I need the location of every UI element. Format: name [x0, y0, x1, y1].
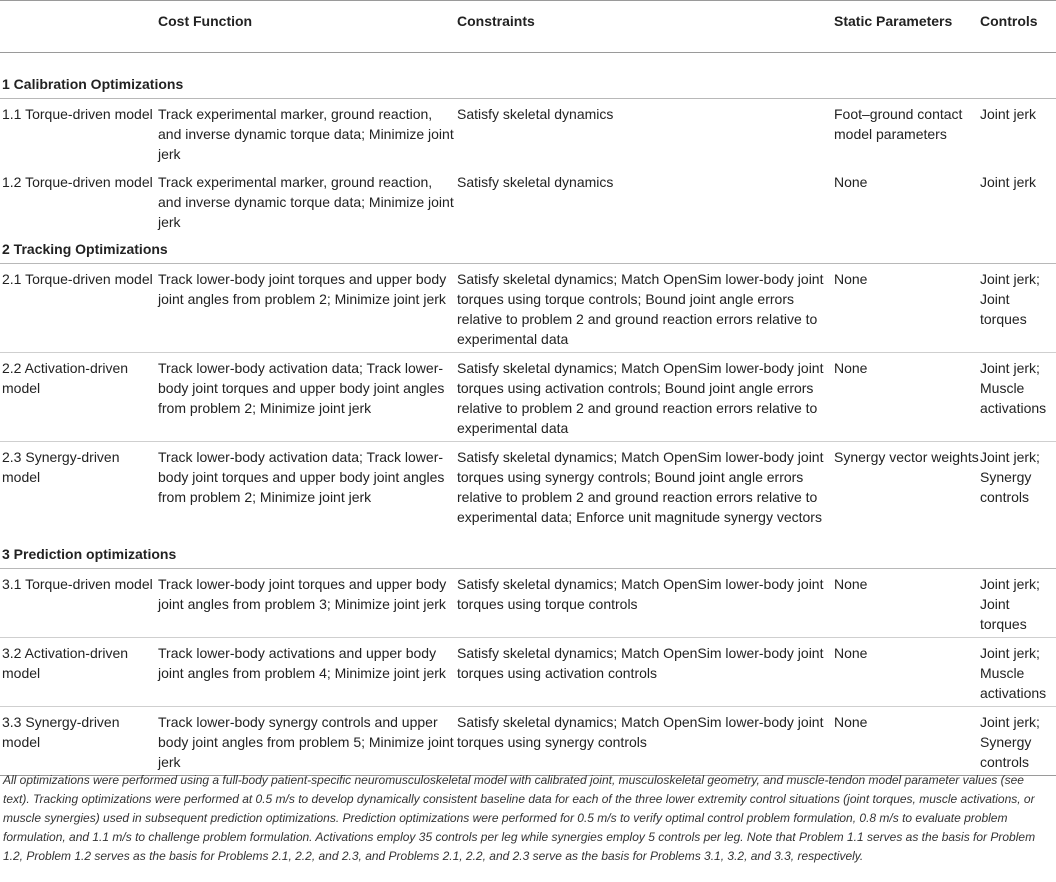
controls-cell: Joint jerk; Muscle activations: [980, 638, 1056, 707]
constraints-cell: Satisfy skeletal dynamics; Match OpenSim lower-body joint torques using activation controls; Bound joint angle errors relative to problem 2 and ground reaction errors relative to experimental data: [457, 353, 834, 442]
cost-function-cell: Track lower-body joint torques and upper body joint angles from problem 3; Minimize joint jerk: [158, 569, 457, 638]
static-parameters-cell: None: [834, 569, 980, 638]
static-parameters-cell: None: [834, 264, 980, 353]
section-title: 1 Calibration Optimizations: [0, 53, 1056, 99]
problem-name: 3.1 Torque-driven model: [0, 569, 158, 638]
cost-function-cell: Track lower-body activations and upper body joint angles from problem 4; Minimize joint jerk: [158, 638, 457, 707]
section-title-row: [0, 53, 1056, 99]
static-parameters-cell: None: [834, 353, 980, 442]
section-title-row: [0, 530, 1056, 569]
problem-name: 3.2 Activation-driven model: [0, 638, 158, 707]
cost-function-cell: Track lower-body activation data; Track lower-body joint torques and upper body joint angles from problem 2; Minimize joint jerk: [158, 449, 445, 505]
section-calibration: [0, 53, 1056, 236]
header-problem: [0, 1, 158, 53]
constraints-cell: Satisfy skeletal dynamics: [457, 106, 614, 122]
constraints-cell: Satisfy skeletal dynamics; Match OpenSim lower-body joint torques using synergy controls; Bound joint angle errors relative to problem 2 and ground reaction errors relative to experimental data; Enforce unit magnitude synergy vectors: [457, 449, 824, 525]
table-row: [0, 442, 1056, 531]
controls-cell: Joint jerk; Joint torques: [980, 569, 1056, 638]
controls-cell: Joint jerk; Synergy controls: [980, 707, 1056, 776]
header-controls: Controls: [980, 1, 1056, 53]
problem-name: 2.1 Torque-driven model: [0, 264, 158, 353]
constraints-cell: Satisfy skeletal dynamics; Match OpenSim lower-body joint torques using synergy controls: [457, 707, 834, 776]
controls-cell: Joint jerk: [980, 106, 1037, 122]
controls-cell: Joint jerk; Synergy controls: [980, 449, 1040, 505]
problem-name: 1.2 Torque-driven model: [2, 174, 153, 190]
constraints-cell: Satisfy skeletal dynamics; Match OpenSim lower-body joint torques using torque controls; Bound joint angle errors relative to problem 2 and ground reaction errors relative to experimental data: [457, 264, 834, 353]
problem-name: 1.1 Torque-driven model: [2, 106, 153, 122]
constraints-cell: Satisfy skeletal dynamics; Match OpenSim lower-body joint torques using activation controls: [457, 638, 834, 707]
cost-function-cell: Track lower-body activation data; Track lower-body joint torques and upper body joint angles from problem 2; Minimize joint jerk: [158, 353, 457, 442]
header-static-parameters: Static Parameters: [834, 1, 980, 53]
section-title-row: [0, 235, 1056, 264]
table-row: [0, 353, 1056, 442]
table-row: [0, 167, 1056, 235]
static-parameters-cell: None: [834, 174, 868, 190]
table-header-row: [0, 1, 1056, 53]
controls-cell: Joint jerk; Joint torques: [980, 264, 1056, 353]
static-parameters-cell: Foot–ground contact model parameters: [834, 106, 963, 142]
constraints-cell: Satisfy skeletal dynamics: [457, 174, 614, 190]
controls-cell: Joint jerk; Muscle activations: [980, 353, 1056, 442]
section-title: 3 Prediction optimizations: [0, 530, 1056, 569]
static-parameters-cell: None: [834, 707, 980, 776]
cost-function-cell: Track lower-body joint torques and upper body joint angles from problem 2; Minimize joint jerk: [158, 264, 457, 353]
cost-function-cell: Track lower-body synergy controls and upper body joint angles from problem 5; Minimize joint jerk: [158, 707, 457, 776]
table-row: [0, 264, 1056, 353]
section-title: 2 Tracking Optimizations: [0, 235, 1056, 264]
cost-function-cell: Track experimental marker, ground reaction, and inverse dynamic torque data; Minimize joint jerk: [158, 174, 454, 230]
problem-name: 2.2 Activation-driven model: [0, 353, 158, 442]
constraints-cell: Satisfy skeletal dynamics; Match OpenSim lower-body joint torques using torque controls: [457, 569, 834, 638]
table-row: [0, 569, 1056, 638]
table-row: [0, 707, 1056, 776]
table-row: [0, 99, 1056, 168]
header-constraints: Constraints: [457, 1, 834, 53]
static-parameters-cell: None: [834, 638, 980, 707]
table-footnote: All optimizations were performed using a full-body patient-specific neuromusculoskeletal model with calibrated joint, musculoskeletal geometry, and muscle-tendon model parameter values (see text). Tracking optimizations were performed at 0.5 m/s to develop dynamically consistent baseline data for each of the three lower extremity control situations (joint torques, muscle activations, or muscle synergies) used in subsequent prediction optimizations. Prediction optimizations were performed for 0.5 m/s to verify optimal control problem formulation, 0.8 m/s to evaluate problem formulation, and 1.1 m/s to challenge problem formulation. Activations employ 35 controls per leg while synergies employ 5 controls per leg. Note that Problem 1.1 serves as the basis for Problem 1.2, Problem 1.2 serves as the basis for Problems 2.1, 2.2, and 2.3, and Problems 2.1, 2.2, and 2.3 serve as the basis for Problems 3.1, 3.2, and 3.3, respectively.: [3, 773, 1036, 863]
static-parameters-cell: Synergy vector weights: [834, 449, 979, 465]
section-prediction: [0, 530, 1056, 776]
controls-cell: Joint jerk: [980, 174, 1037, 190]
section-tracking: [0, 235, 1056, 530]
problem-name: 3.3 Synergy-driven model: [0, 707, 158, 776]
table-row: [0, 638, 1056, 707]
problem-name: 2.3 Synergy-driven model: [2, 449, 120, 485]
cost-function-cell: Track experimental marker, ground reaction, and inverse dynamic torque data; Minimize joint jerk: [158, 106, 454, 162]
header-cost-function: Cost Function: [158, 1, 457, 53]
